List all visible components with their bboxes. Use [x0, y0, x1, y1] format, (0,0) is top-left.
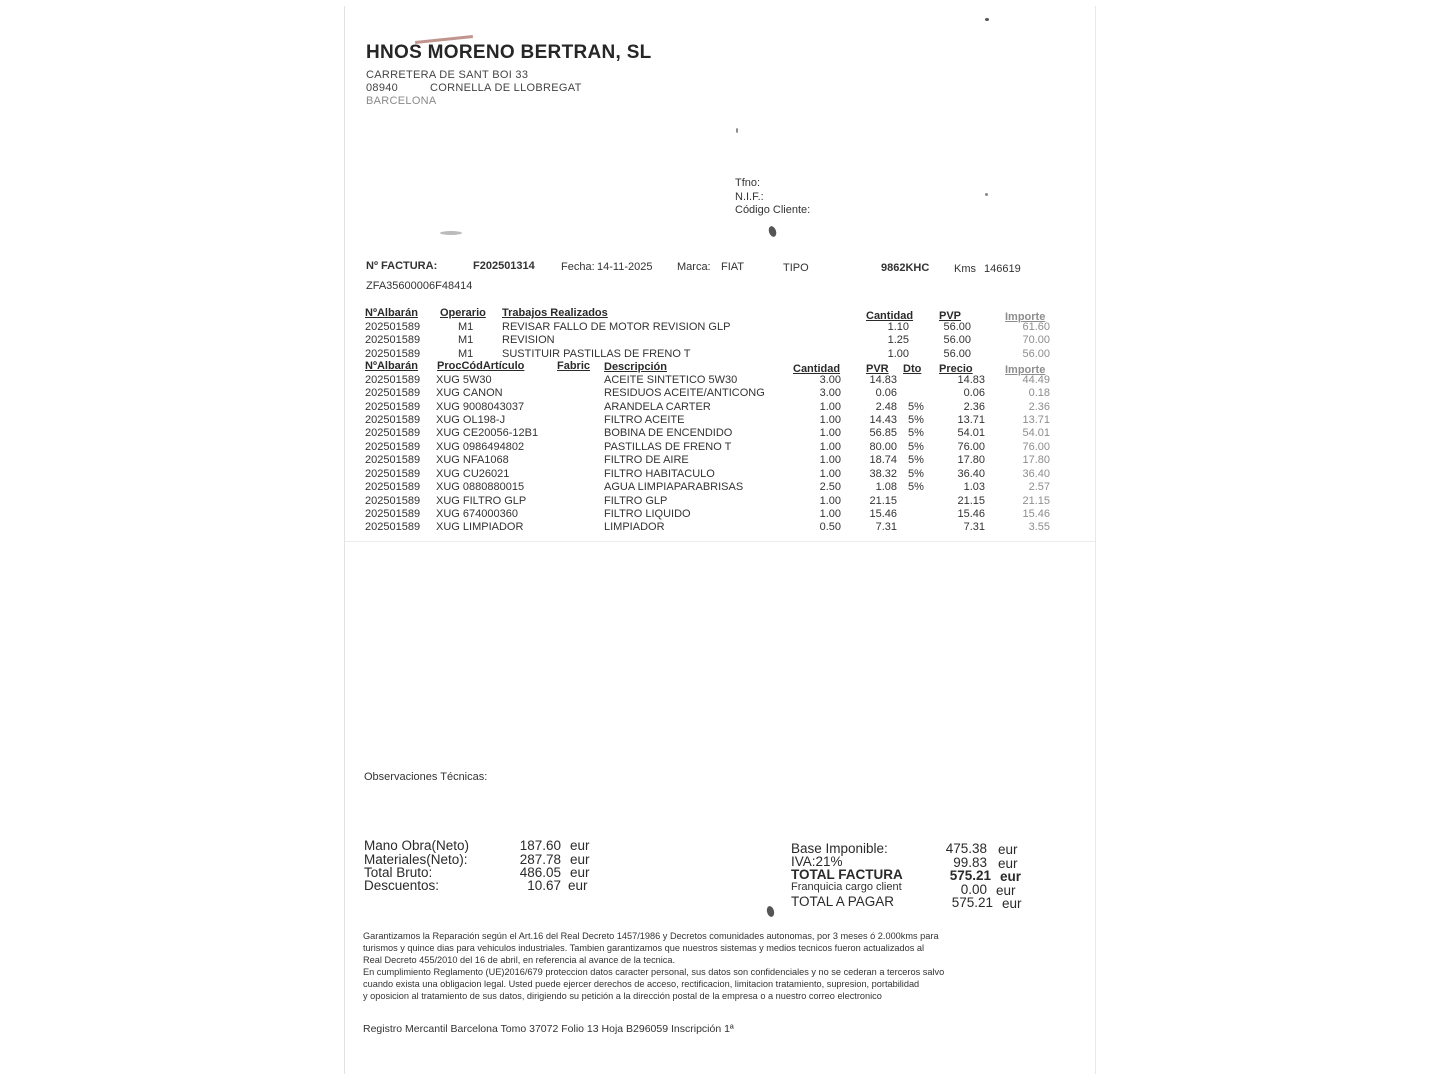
- labor-cantidad: 1.00: [887, 348, 909, 360]
- part-importe: 0.18: [1028, 387, 1050, 399]
- part-codigo: XUG 9008043037: [436, 401, 525, 413]
- scan-speck: [736, 128, 738, 133]
- parts-header-dto: Dto: [903, 363, 922, 375]
- summary-labor-label: Mano Obra(Neto): [364, 838, 470, 853]
- part-precio: 15.46: [957, 508, 985, 520]
- vat-label: IVA:21%: [791, 854, 843, 869]
- part-cantidad: 1.00: [819, 441, 841, 453]
- part-albaran: 202501589: [365, 414, 421, 426]
- summary-materials-value: 287.78: [519, 852, 561, 867]
- part-precio: 17.80: [957, 454, 985, 466]
- part-descripcion: LIMPIADOR: [604, 521, 665, 533]
- labor-cantidad: 1.25: [887, 334, 909, 346]
- part-precio: 13.71: [957, 414, 985, 426]
- part-pvr: 56.85: [869, 427, 897, 439]
- part-descripcion: ACEITE SINTETICO 5W30: [604, 374, 738, 386]
- part-pvr: 21.15: [869, 495, 897, 507]
- part-codigo: XUG FILTRO GLP: [436, 495, 527, 507]
- part-dto: 5%: [908, 468, 924, 480]
- vehicle-plate: 9862KHC: [881, 262, 930, 274]
- labor-albaran: 202501589: [365, 348, 421, 360]
- parts-header-descripcion: Descripción: [604, 361, 667, 373]
- amount-due-label: TOTAL A PAGAR: [791, 894, 895, 909]
- labor-pvp: 56.00: [943, 321, 971, 333]
- labor-header-pvp: PVP: [939, 310, 962, 322]
- labor-cantidad: 1.10: [887, 321, 909, 333]
- client-code-label: Código Cliente:: [735, 204, 811, 216]
- company-postal-code: 08940: [366, 82, 399, 94]
- parts-header-pvr: PVR: [866, 363, 889, 375]
- scan-speck: [766, 905, 776, 917]
- part-precio: 21.15: [957, 495, 985, 507]
- parts-row: [345, 401, 1095, 414]
- part-albaran: 202501589: [365, 468, 421, 480]
- invoice-page: [345, 6, 1095, 1074]
- summary-materials-unit: eur: [570, 852, 590, 867]
- part-descripcion: RESIDUOS ACEITE/ANTICONG: [604, 387, 765, 399]
- part-codigo: XUG 0986494802: [436, 441, 525, 453]
- part-cantidad: 1.00: [819, 454, 841, 466]
- vat-unit: eur: [998, 856, 1018, 871]
- part-descripcion: ARANDELA CARTER: [604, 401, 711, 413]
- parts-header-albaran: NºAlbarán: [365, 360, 418, 372]
- company-city: CORNELLA DE LLOBREGAT: [430, 82, 582, 94]
- invoice-date: 14-11-2025: [597, 261, 653, 273]
- part-albaran: 202501589: [365, 441, 421, 453]
- labor-albaran: 202501589: [365, 334, 421, 346]
- labor-operario: M1: [458, 348, 474, 360]
- summary-discounts-unit: eur: [568, 878, 588, 893]
- part-cantidad: 1.00: [819, 495, 841, 507]
- parts-row: [345, 495, 1095, 508]
- labor-header-trabajos: Trabajos Realizados: [502, 307, 608, 319]
- invoice-number: F202501314: [473, 260, 535, 272]
- part-descripcion: FILTRO DE AIRE: [604, 454, 689, 466]
- part-descripcion: BOBINA DE ENCENDIDO: [604, 427, 733, 439]
- part-precio: 7.31: [963, 521, 985, 533]
- tax-base-label: Base Imponible:: [791, 841, 888, 856]
- invoice-number-label: Nº FACTURA:: [366, 260, 438, 272]
- labor-row: [345, 321, 1095, 334]
- scan-fold-line: [345, 541, 1095, 542]
- phone-label: Tfno:: [735, 177, 761, 189]
- part-cantidad: 3.00: [819, 387, 841, 399]
- part-importe: 36.40: [1022, 468, 1050, 480]
- kms-label: Kms: [954, 263, 976, 275]
- scan-speck: [440, 231, 462, 235]
- part-albaran: 202501589: [365, 427, 421, 439]
- part-cantidad: 1.00: [819, 401, 841, 413]
- legal-line: Real Decreto 455/2010 del 16 de abril, en referencia al avance de la tecnica.: [363, 955, 676, 965]
- part-codigo: XUG 674000360: [436, 508, 518, 520]
- part-cantidad: 3.00: [819, 374, 841, 386]
- part-descripcion: PASTILLAS DE FRENO T: [604, 441, 732, 453]
- scan-speck: [985, 193, 988, 196]
- summary-gross-label: Total Bruto:: [364, 865, 433, 880]
- part-descripcion: FILTRO GLP: [604, 495, 668, 507]
- client-franchise-label: Franquicia cargo client: [791, 881, 902, 893]
- summary-materials-label: Materiales(Neto):: [364, 852, 468, 867]
- part-codigo: XUG LIMPIADOR: [436, 521, 524, 533]
- part-albaran: 202501589: [365, 495, 421, 507]
- summary-gross-value: 486.05: [519, 865, 561, 880]
- part-dto: 5%: [908, 454, 924, 466]
- parts-row: [345, 374, 1095, 387]
- brand-label: Marca:: [677, 261, 711, 273]
- part-dto: 5%: [908, 401, 924, 413]
- part-importe: 44.49: [1022, 374, 1050, 386]
- registry-line: Registro Mercantil Barcelona Tomo 37072 Folio 13 Hoja B296059 Inscripción 1ª: [363, 1023, 734, 1035]
- labor-trabajo: SUSTITUIR PASTILLAS DE FRENO T: [502, 348, 691, 360]
- part-cantidad: 1.00: [819, 414, 841, 426]
- invoice-total-value: 575.21: [949, 868, 991, 883]
- labor-row: [345, 334, 1095, 347]
- parts-row: [345, 387, 1095, 400]
- part-codigo: XUG CANON: [436, 387, 503, 399]
- part-codigo: XUG 0880880015: [436, 481, 525, 493]
- part-importe: 3.55: [1028, 521, 1050, 533]
- invoice-total-label: TOTAL FACTURA: [791, 867, 903, 882]
- part-importe: 2.57: [1028, 481, 1050, 493]
- nif-label: N.I.F.:: [735, 191, 764, 203]
- parts-header-precio: Precio: [939, 363, 973, 375]
- part-pvr: 14.43: [869, 414, 897, 426]
- parts-row: [345, 441, 1095, 454]
- part-codigo: XUG OL198-J: [436, 414, 506, 426]
- company-province: BARCELONA: [366, 95, 437, 107]
- part-codigo: XUG NFA1068: [436, 454, 509, 466]
- legal-line: turismos y quince dias para vehiculos industriales. Tambien garantizamos que nuestros sistemas y medios tecnicos fueron actualizados al: [363, 943, 925, 953]
- vehicle-vin: ZFA35600006F48414: [366, 280, 473, 292]
- part-importe: 76.00: [1022, 441, 1050, 453]
- part-cantidad: 2.50: [819, 481, 841, 493]
- parts-header-codigo: ProcCódArtículo: [437, 360, 525, 372]
- legal-line: cuando exista una obligacion legal. Usted puede ejercer derechos de acceso, rectificacion, limitacion tratamiento, supresion, portabilidad: [363, 979, 920, 989]
- parts-row: [345, 521, 1095, 534]
- labor-header-cantidad: Cantidad: [866, 310, 914, 322]
- part-cantidad: 1.00: [819, 427, 841, 439]
- part-importe: 13.71: [1022, 414, 1050, 426]
- part-precio: 54.01: [957, 427, 985, 439]
- scan-speck: [985, 18, 989, 21]
- part-dto: 5%: [908, 481, 924, 493]
- labor-importe: 56.00: [1022, 348, 1050, 360]
- tax-base-unit: eur: [998, 842, 1018, 857]
- labor-operario: M1: [458, 334, 474, 346]
- labor-header-importe: Importe: [1005, 311, 1046, 323]
- summary-labor-value: 187.60: [519, 838, 561, 853]
- part-precio: 2.36: [963, 401, 985, 413]
- client-franchise-value: 0.00: [960, 882, 987, 897]
- part-descripcion: AGUA LIMPIAPARABRISAS: [604, 481, 744, 493]
- part-albaran: 202501589: [365, 401, 421, 413]
- part-dto: 5%: [908, 414, 924, 426]
- part-importe: 21.15: [1022, 495, 1050, 507]
- labor-trabajo: REVISAR FALLO DE MOTOR REVISION GLP: [502, 321, 731, 333]
- legal-line: En cumplimiento Reglamento (UE)2016/679 proteccion datos caracter personal, sus datos son confidenciales y no se cederan a terceros salvo: [363, 967, 945, 977]
- part-importe: 15.46: [1022, 508, 1050, 520]
- amount-due-unit: eur: [1002, 896, 1022, 911]
- part-pvr: 7.31: [875, 521, 897, 533]
- labor-pvp: 56.00: [943, 348, 971, 360]
- parts-row: [345, 481, 1095, 494]
- parts-row: [345, 454, 1095, 467]
- part-codigo: XUG CU26021: [436, 468, 510, 480]
- invoice-total-unit: eur: [1000, 869, 1022, 884]
- parts-row: [345, 468, 1095, 481]
- part-pvr: 18.74: [869, 454, 897, 466]
- part-descripcion: FILTRO LIQUIDO: [604, 508, 691, 520]
- vehicle-kms: 146619: [984, 263, 1021, 275]
- parts-header-cantidad: Cantidad: [793, 363, 841, 375]
- part-albaran: 202501589: [365, 454, 421, 466]
- part-descripcion: FILTRO HABITACULO: [604, 468, 715, 480]
- part-importe: 2.36: [1028, 401, 1050, 413]
- summary-discounts-label: Descuentos:: [364, 878, 440, 893]
- part-dto: 5%: [908, 427, 924, 439]
- part-albaran: 202501589: [365, 374, 421, 386]
- part-precio: 0.06: [963, 387, 985, 399]
- labor-importe: 70.00: [1022, 334, 1050, 346]
- part-albaran: 202501589: [365, 508, 421, 520]
- part-precio: 36.40: [957, 468, 985, 480]
- labor-albaran: 202501589: [365, 321, 421, 333]
- amount-due-value: 575.21: [951, 895, 993, 910]
- type-label: TIPO: [783, 262, 809, 274]
- part-precio: 1.03: [963, 481, 985, 493]
- client-franchise-unit: eur: [996, 883, 1016, 898]
- vat-value: 99.83: [953, 855, 987, 870]
- labor-trabajo: REVISION: [502, 334, 555, 346]
- summary-labor-unit: eur: [570, 838, 590, 853]
- labor-header-operario: Operario: [440, 307, 486, 319]
- part-albaran: 202501589: [365, 387, 421, 399]
- part-dto: 5%: [908, 441, 924, 453]
- labor-header-albaran: NºAlbarán: [365, 307, 418, 319]
- part-importe: 17.80: [1022, 454, 1050, 466]
- vehicle-brand: FIAT: [721, 261, 745, 273]
- parts-row: [345, 508, 1095, 521]
- part-pvr: 2.48: [875, 401, 897, 413]
- part-pvr: 0.06: [875, 387, 897, 399]
- company-name: HNOS MORENO BERTRAN, SL: [366, 42, 652, 63]
- parts-row: [345, 427, 1095, 440]
- date-label: Fecha:: [561, 261, 595, 273]
- part-codigo: XUG 5W30: [436, 374, 492, 386]
- part-cantidad: 0.50: [819, 521, 841, 533]
- part-importe: 54.01: [1022, 427, 1050, 439]
- labor-operario: M1: [458, 321, 474, 333]
- summary-discounts-value: 10.67: [527, 878, 561, 893]
- part-pvr: 80.00: [869, 441, 897, 453]
- part-codigo: XUG CE20056-12B1: [436, 427, 539, 439]
- part-albaran: 202501589: [365, 481, 421, 493]
- company-address: CARRETERA DE SANT BOI 33: [366, 69, 529, 81]
- part-pvr: 15.46: [869, 508, 897, 520]
- part-descripcion: FILTRO ACEITE: [604, 414, 685, 426]
- parts-header-fabric: Fabric: [557, 360, 591, 372]
- part-precio: 76.00: [957, 441, 985, 453]
- labor-importe: 61.60: [1022, 321, 1050, 333]
- part-cantidad: 1.00: [819, 468, 841, 480]
- parts-row: [345, 414, 1095, 427]
- part-pvr: 38.32: [869, 468, 897, 480]
- summary-gross-unit: eur: [570, 865, 590, 880]
- part-albaran: 202501589: [365, 521, 421, 533]
- part-precio: 14.83: [957, 374, 985, 386]
- observations-label: Observaciones Técnicas:: [364, 771, 488, 783]
- tax-base-value: 475.38: [945, 841, 987, 856]
- part-cantidad: 1.00: [819, 508, 841, 520]
- legal-line: Garantizamos la Reparación según el Art.16 del Real Decreto 1457/1986 y Decretos comunidades autonomas, por 3 meses ó 2.000kms para: [363, 931, 939, 941]
- legal-line: y oposicion al tratamiento de sus datos, dirigiendo su petición a la dirección postal de la empresa o a nuestro correo electronico: [363, 991, 882, 1001]
- part-pvr: 14.83: [869, 374, 897, 386]
- scan-speck: [767, 225, 777, 238]
- part-pvr: 1.08: [875, 481, 897, 493]
- parts-header-importe: Importe: [1005, 364, 1046, 376]
- labor-pvp: 56.00: [943, 334, 971, 346]
